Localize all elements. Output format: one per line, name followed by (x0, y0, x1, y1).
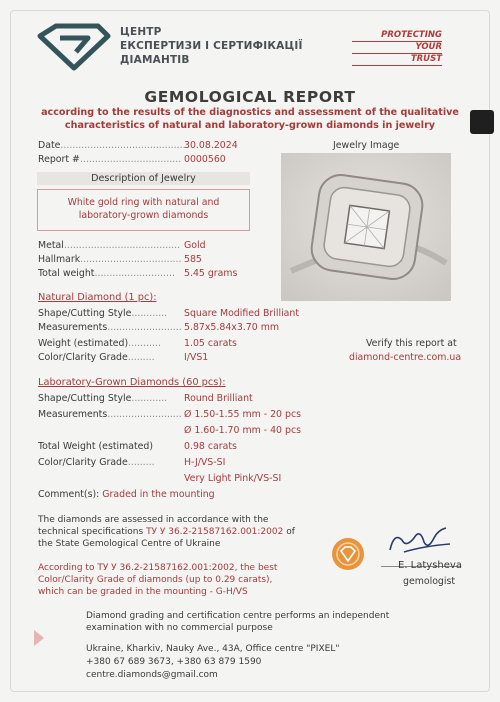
diamond-logo-icon (36, 22, 112, 72)
lab-measurements-row: Measurements......................... Ø 1.50-1.55 mm - 20 pcs (38, 409, 301, 420)
lab-weight-row: Total Weight (estimated) 0.98 carats (38, 441, 237, 452)
description-header: Description of Jewelry (37, 172, 250, 185)
natural-measurements-row: Measurements......................... 5.87x5.84x3.70 mm (38, 322, 279, 333)
report-number-row: Report #.................................. 0000560 (38, 154, 226, 165)
report-subtitle: according to the results of the diagnostics and assessment of the qualitative characteristics of natural and laboratory-grown diamonds in jewelry (41, 107, 459, 131)
natural-weight-row: Weight (estimated)........... 1.05 carats (38, 338, 237, 349)
verify-link[interactable]: diamond-centre.com.ua (349, 352, 462, 363)
signature-icon (384, 520, 454, 560)
report-title: GEMOLOGICAL REPORT (144, 88, 356, 106)
gemologist-role: gemologist (403, 576, 456, 587)
lab-grade-row-2: Very Light Pink/VS-SI (184, 473, 282, 484)
slogan: PROTECTING YOUR TRUST (352, 30, 442, 66)
date-row: Date........................................... 30.08.2024 (38, 140, 238, 151)
hallmark-row: Hallmark.................................. 585 (38, 254, 202, 265)
lab-diamond-header: Laboratory-Grown Diamonds (60 pcs): (38, 377, 226, 388)
independence-note: Diamond grading and certification centre performs an independent examination with no commercial purpose (86, 611, 390, 633)
gemologist-name: E. Latysheva (398, 560, 462, 571)
total-weight-row: Total weight........................... 5.45 grams (38, 268, 238, 279)
lab-grade-row: Color/Clarity Grade......... H-J/VS-SI (38, 457, 226, 468)
description-box: White gold ring with natural and laboratory-grown diamonds (37, 189, 250, 231)
lab-shape-row: Shape/Cutting Style............ Round Brilliant (38, 393, 253, 404)
organization-name: ЦЕНТР ЕКСПЕРТИЗИ І СЕРТИФІКАЦІЇ ДІАМАНТІВ (120, 26, 303, 66)
lab-measurements-row-2: Ø 1.60-1.70 mm - 40 pcs (184, 425, 301, 436)
seal-stamp-icon (330, 536, 366, 572)
natural-shape-row: Shape/Cutting Style............ Square Modified Brilliant (38, 308, 300, 319)
best-grade-note: According to ТУ У 36.2-21587162.001:2002, the best Color/Clarity Grade of diamonds (up to 0.29 carats), which can be graded in the mounting - G-H/VS (38, 563, 278, 597)
jewelry-photo (281, 153, 451, 301)
verify-text: Verify this report at (366, 338, 457, 349)
metal-row: Metal....................................... Gold (38, 240, 206, 251)
jewelry-image-label: Jewelry Image (333, 140, 400, 151)
natural-grade-row: Color/Clarity Grade......... I/VS1 (38, 352, 209, 363)
comments-row: Comment(s): Graded in the mounting (38, 489, 215, 500)
contact-info: Ukraine, Kharkiv, Nauky Ave., 43A, Office centre "PIXEL" +380 67 689 3673, +380 63 879 1590 centre.diamonds@gmail.com (86, 644, 340, 680)
qr-seal-icon (470, 110, 494, 134)
natural-diamond-header: Natural Diamond (1 pc): (38, 292, 157, 303)
specification-note: The diamonds are assessed in accordance with the technical specifications ТУ У 36.2-21587162.001:2002 of the State Gemological Centre of Ukraine (38, 515, 295, 549)
